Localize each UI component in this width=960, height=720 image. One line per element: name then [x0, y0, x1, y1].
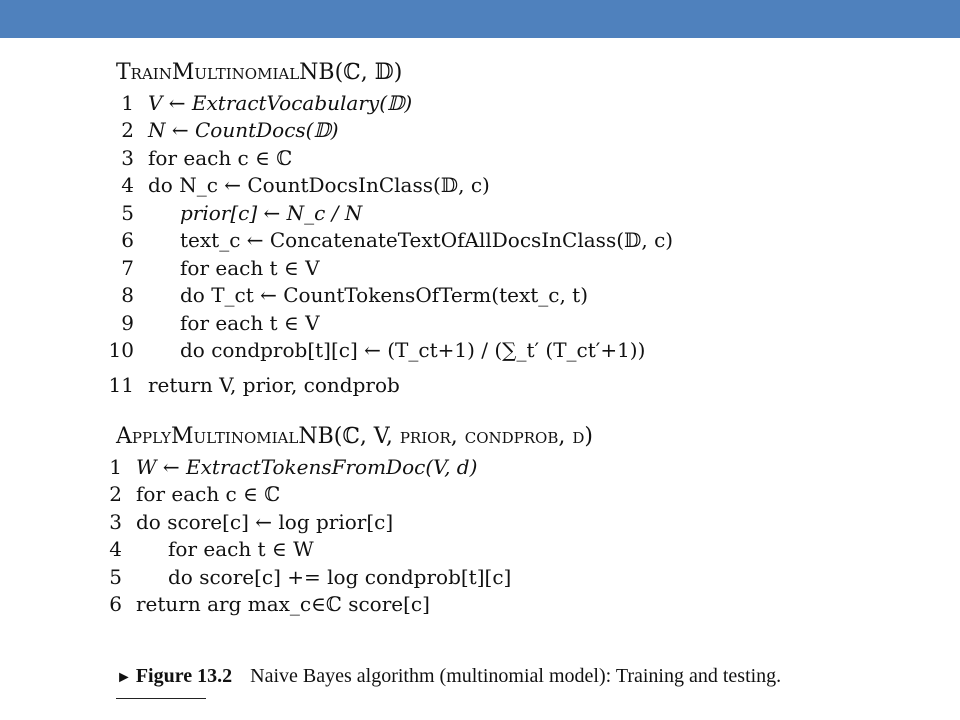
code-line: [96, 591, 430, 617]
line-number: 8: [121, 283, 134, 307]
line-number: 4: [121, 173, 134, 197]
code-line: [108, 310, 320, 336]
code-line: [108, 255, 320, 281]
code-line: [108, 227, 673, 253]
train-algorithm: [116, 58, 402, 88]
code-line: [96, 564, 511, 590]
line-number: 6: [109, 592, 122, 616]
apply-algorithm: [116, 422, 593, 452]
apply-title: ApplyMultinomialNB(ℂ, V, prior, condprob, d): [116, 424, 593, 449]
code-line: [96, 536, 314, 562]
code-text: for each t ∈ V: [180, 311, 320, 335]
code-text: return V, prior, condprob: [148, 373, 400, 397]
code-text: for each t ∈ W: [168, 537, 314, 561]
code-line: [108, 282, 588, 308]
code-line: [108, 200, 362, 226]
caption-text: Naive Bayes algorithm (multinomial model): Training and testing.: [250, 665, 782, 687]
code-line: [108, 90, 412, 116]
line-number: 7: [121, 256, 134, 280]
caption-marker-icon: ►: [116, 669, 132, 686]
code-text: do condprob[t][c] ← (T_ct+1) / (∑_t′ (T_ct′+1)): [180, 338, 646, 362]
line-number: 3: [109, 510, 122, 534]
code-line: [108, 372, 400, 398]
code-text: N ← CountDocs(𝔻): [148, 118, 339, 142]
line-number: 3: [121, 146, 134, 170]
code-text: W ← ExtractTokensFromDoc(V, d): [136, 455, 478, 479]
code-line: [108, 117, 339, 143]
code-text: do N_c ← CountDocsInClass(𝔻, c): [148, 173, 490, 197]
caption-underline: [116, 698, 206, 699]
line-number: 1: [109, 455, 122, 479]
code-text: do score[c] ← log prior[c]: [136, 510, 394, 534]
line-number: 5: [109, 565, 122, 589]
code-text: V ← ExtractVocabulary(𝔻): [148, 91, 413, 115]
slide-header-bar: [0, 0, 960, 38]
line-number: 1: [121, 91, 134, 115]
figure-label: Figure 13.2: [135, 665, 233, 687]
code-text: prior[c] ← N_c / N: [180, 201, 363, 225]
line-number: 2: [109, 482, 122, 506]
train-title: TrainMultinomialNB(ℂ, 𝔻): [116, 60, 403, 85]
line-number: 11: [108, 373, 134, 397]
code-line: [108, 172, 490, 198]
line-number: 10: [108, 338, 134, 362]
figure-caption: [116, 665, 781, 688]
line-number: 9: [121, 311, 134, 335]
code-line: [108, 337, 645, 363]
code-line: [96, 481, 280, 507]
code-text: return arg max_c∈ℂ score[c]: [136, 592, 430, 616]
line-number: 6: [121, 228, 134, 252]
code-line: [96, 454, 477, 480]
line-number: 4: [109, 537, 122, 561]
code-line: [108, 145, 292, 171]
code-text: for each c ∈ ℂ: [136, 482, 281, 506]
line-number: 2: [121, 118, 134, 142]
code-text: for each t ∈ V: [180, 256, 320, 280]
code-text: do T_ct ← CountTokensOfTerm(text_c, t): [180, 283, 589, 307]
code-text: for each c ∈ ℂ: [148, 146, 293, 170]
code-line: [96, 509, 393, 535]
code-text: text_c ← ConcatenateTextOfAllDocsInClass(𝔻, c): [180, 228, 674, 252]
line-number: 5: [121, 201, 134, 225]
code-text: do score[c] += log condprob[t][c]: [168, 565, 512, 589]
